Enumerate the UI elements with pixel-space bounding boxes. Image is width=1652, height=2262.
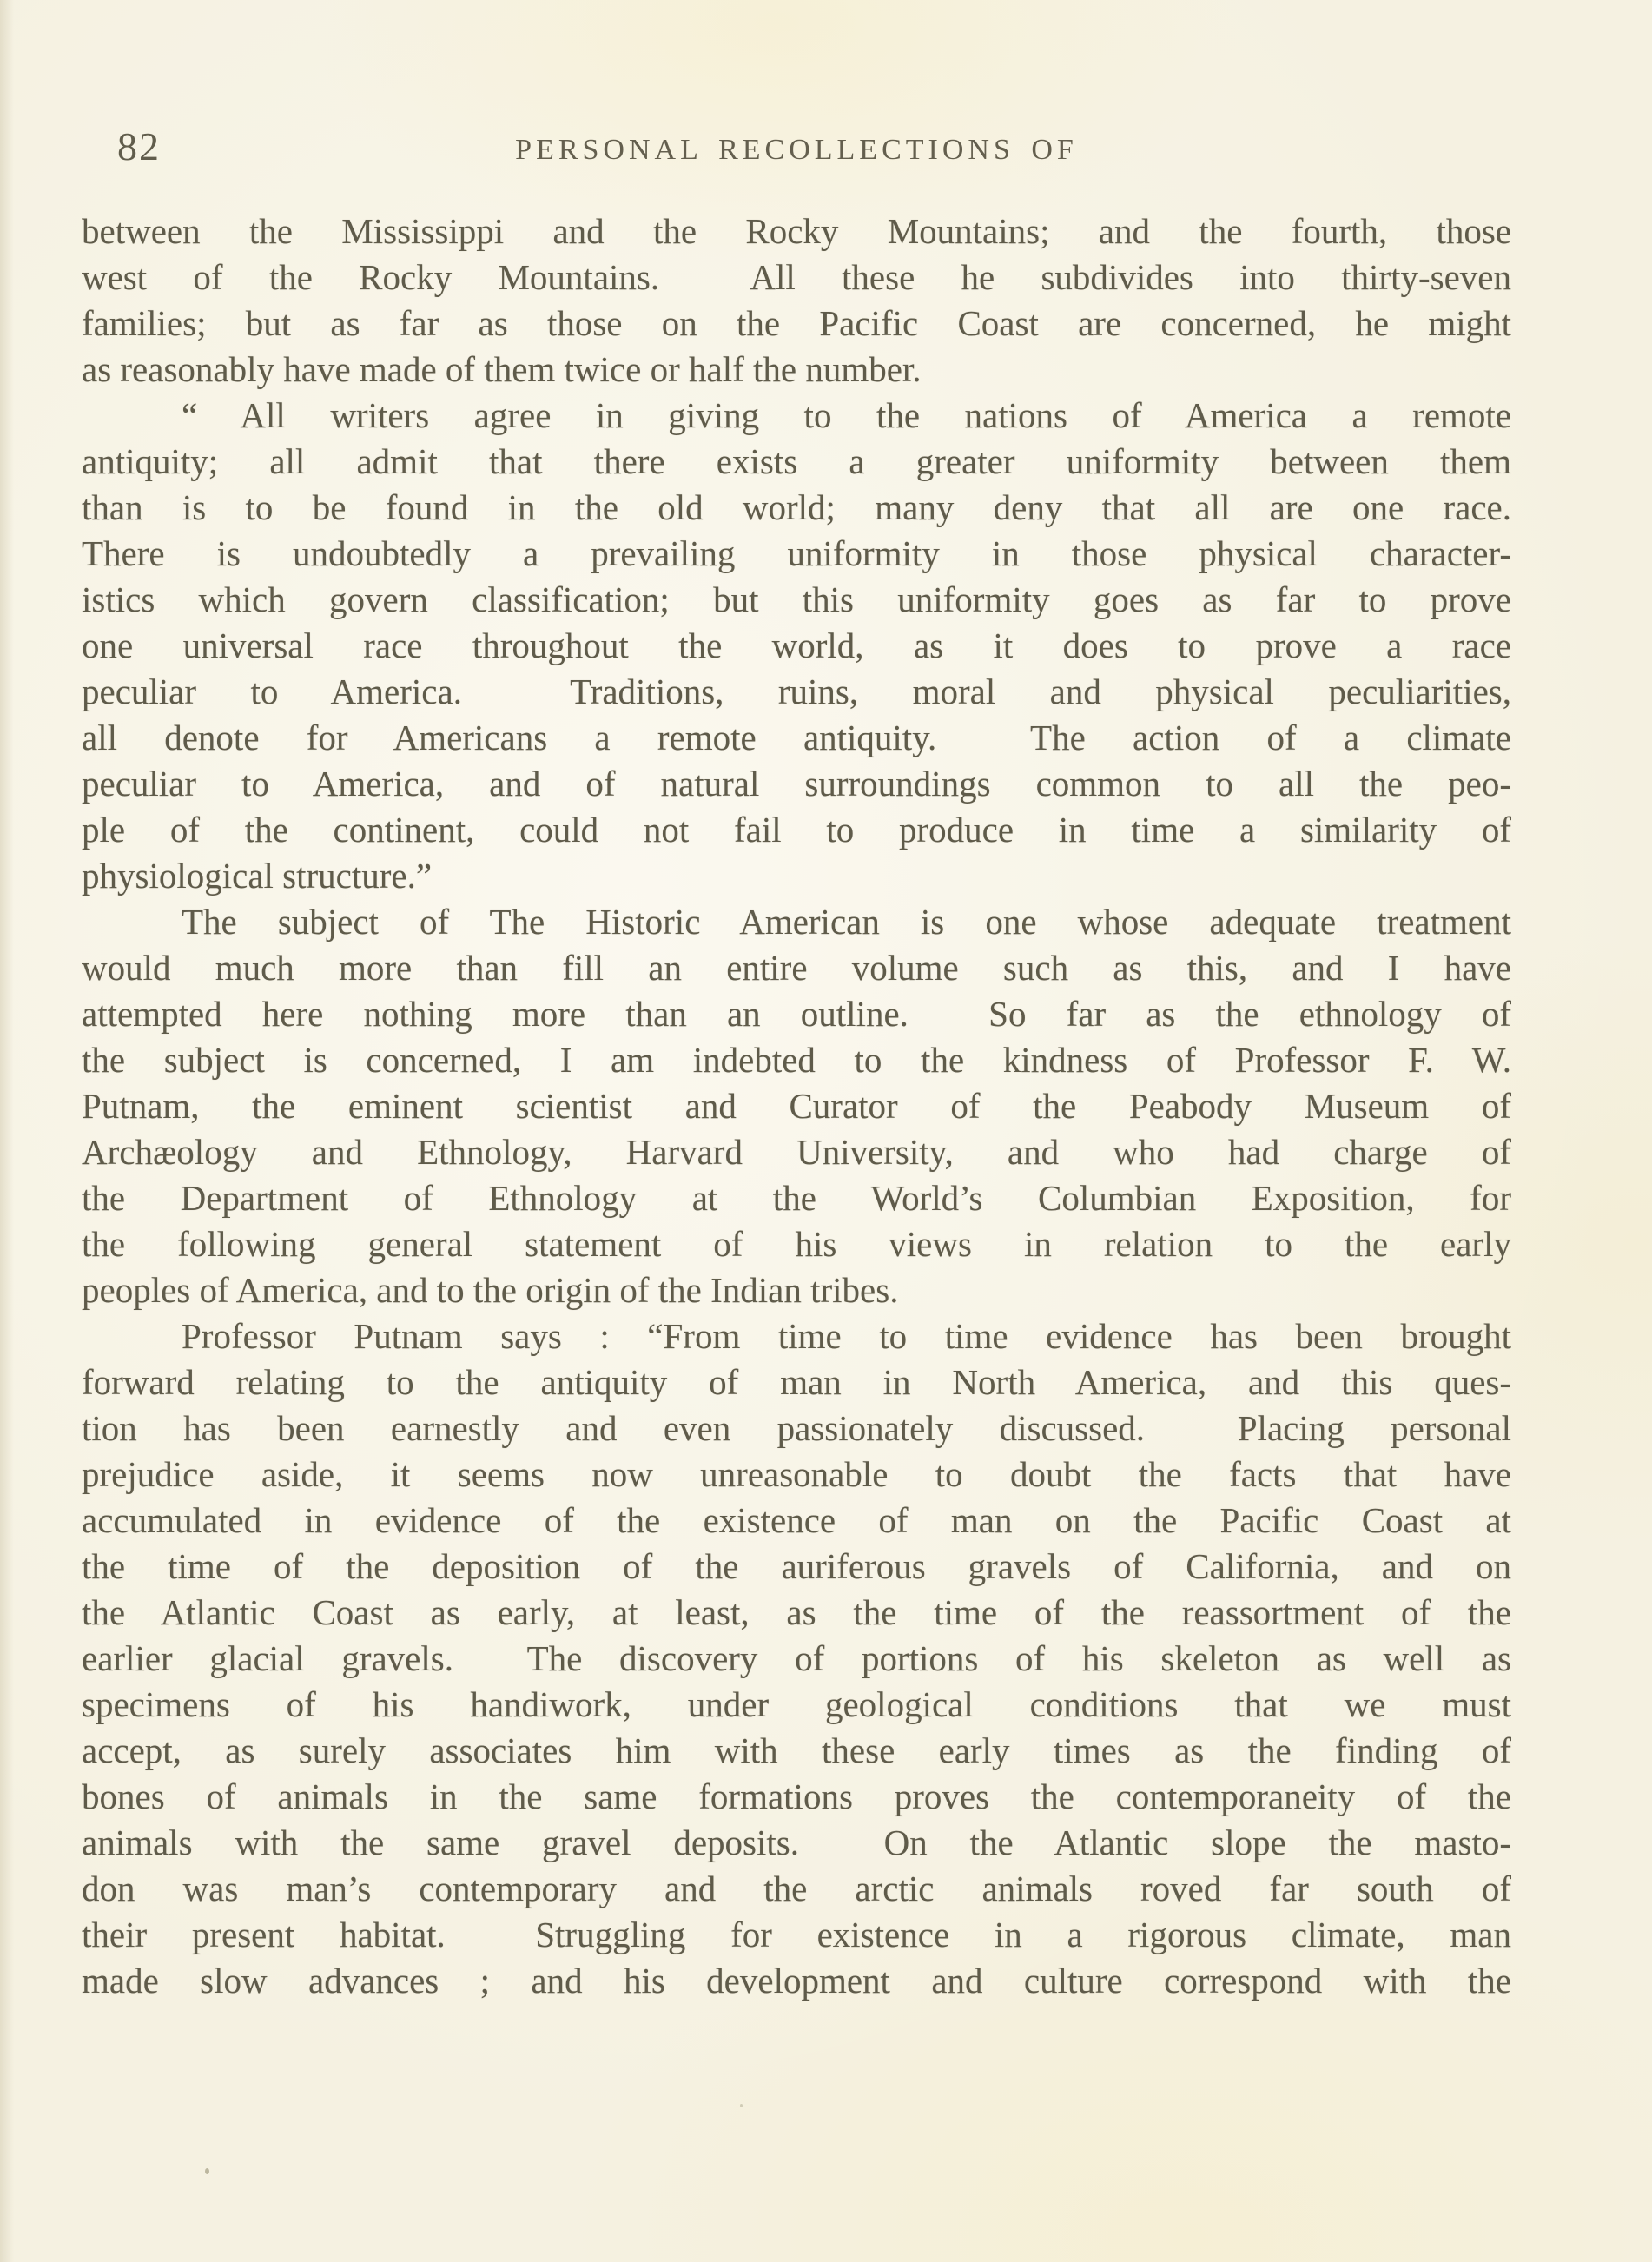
text-line: attempted here nothing more than an outline. So far as the ethnology of [82,994,1511,1034]
text-line: forward relating to the antiquity of man in North America, and this ques- [82,1362,1511,1402]
text-line: don was man’s contemporary and the arctic animals roved far south of [82,1868,1511,1908]
text-line: the Department of Ethnology at the World’s Columbian Exposition, for [82,1178,1511,1218]
text-line: the Atlantic Coast as early, at least, as the time of the reassortment of the [82,1592,1511,1632]
text-line: the time of the deposition of the auriferous gravels of California, and on [82,1546,1511,1586]
text-line: “ All writers agree in giving to the nations of America a remote [182,395,1511,435]
text-line: The subject of The Historic American is one whose adequate treatment [182,902,1511,942]
running-header-title: PERSONAL RECOLLECTIONS OF [515,134,1078,166]
paper-speck [205,2168,209,2174]
text-line: between the Mississippi and the Rocky Mountains; and the fourth, those [82,211,1511,251]
text-line: earlier glacial gravels. The discovery of portions of his skeleton as well as [82,1638,1511,1678]
text-line: their present habitat. Struggling for existence in a rigorous climate, man [82,1915,1511,1954]
text-line: There is undoubtedly a prevailing uniformity in those physical character- [82,533,1511,573]
text-line: Professor Putnam says : “From time to time evidence has been brought [182,1316,1511,1356]
text-line: tion has been earnestly and even passionately discussed. Placing personal [82,1408,1511,1448]
text-line: bones of animals in the same formations proves the contemporaneity of the [82,1776,1511,1816]
text-line: made slow advances ; and his development and culture correspond with the [82,1961,1511,2001]
text-line: antiquity; all admit that there exists a greater uniformity between them [82,441,1511,481]
text-line: Putnam, the eminent scientist and Curator of the Peabody Museum of [82,1086,1511,1126]
text-line: istics which govern classification; but this uniformity goes as far to prove [82,579,1511,619]
text-line: the following general statement of his views in relation to the early [82,1224,1511,1264]
text-line: peculiar to America, and of natural surroundings common to all the peo- [82,764,1511,804]
text-line: Archæology and Ethnology, Harvard University, and who had charge of [82,1132,1511,1172]
text-line: families; but as far as those on the Pacific Coast are concerned, he might [82,303,1511,343]
paper-speck [740,2104,743,2107]
text-line: specimens of his handiwork, under geological conditions that we must [82,1684,1511,1724]
text-line: would much more than fill an entire volume such as this, and I have [82,948,1511,988]
text-line: animals with the same gravel deposits. On the Atlantic slope the masto- [82,1822,1511,1862]
text-line: ple of the continent, could not fail to produce in time a similarity of [82,810,1511,850]
text-line: accumulated in evidence of the existence of man on the Pacific Coast at [82,1500,1511,1540]
text-line: peculiar to America. Traditions, ruins, moral and physical peculiarities, [82,671,1511,711]
text-line: physiological structure.” [82,856,433,896]
text-line: than is to be found in the old world; many deny that all are one race. [82,487,1511,527]
text-line: one universal race throughout the world, as it does to prove a race [82,625,1511,665]
text-line: peoples of America, and to the origin of the Indian tribes. [82,1270,899,1310]
running-header [82,124,1511,170]
text-line: all denote for Americans a remote antiquity. The action of a climate [82,718,1511,757]
text-line: the subject is concerned, I am indebted to the kindness of Professor F. W. [82,1040,1511,1080]
text-line: west of the Rocky Mountains. All these he subdivides into thirty-seven [82,257,1511,297]
text-line: as reasonably have made of them twice or half the number. [82,349,922,389]
page-number: 82 [117,124,161,169]
body-text [82,208,1511,2004]
text-line: accept, as surely associates him with these early times as the finding of [82,1730,1511,1770]
text-line: prejudice aside, it seems now unreasonable to doubt the facts that have [82,1454,1511,1494]
